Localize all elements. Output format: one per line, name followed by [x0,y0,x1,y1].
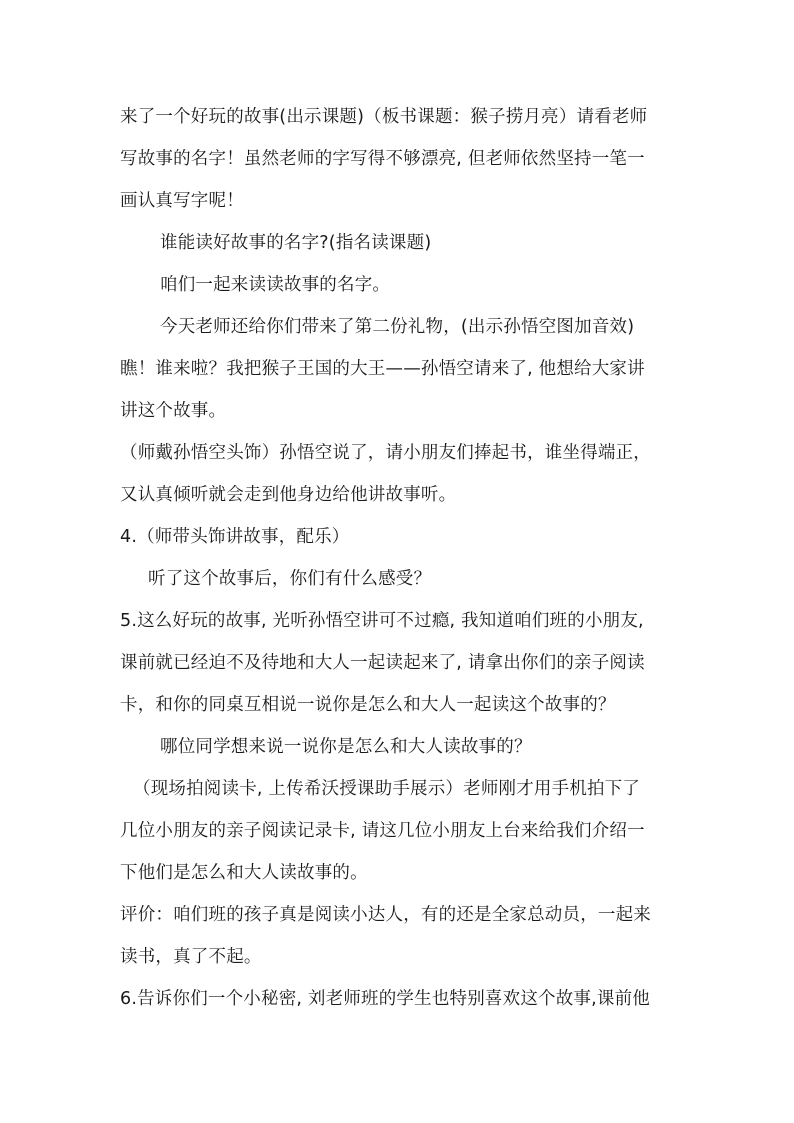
paragraph-line-19: 下他们是怎么和大人读故事的。 [120,863,368,883]
paragraph-line-4: 谁能读好故事的名字?(指名读课题) [160,233,432,253]
paragraph-line-10: 又认真倾听就会走到他身边给他讲故事听。 [120,485,457,505]
paragraph-line-1: 来了一个好玩的故事(出示课题)（板书课题：猴子捞月亮）请看老师 [120,107,648,127]
paragraph-line-18: 几位小朋友的亲子阅读记录卡, 请这几位小朋友上台来给我们介绍一 [120,821,645,841]
paragraph-line-8: 讲这个故事。 [120,401,227,421]
paragraph-line-14: 课前就已经迫不及待地和大人一起读起来了, 请拿出你们的亲子阅读 [120,653,645,673]
paragraph-line-9: （师戴孙悟空头饰）孙悟空说了，请小朋友们捧起书，谁坐得端正， [120,443,651,463]
paragraph-line-3: 画认真写字呢！ [120,191,244,211]
paragraph-line-17: （现场拍阅读卡, 上传希沃授课助手展示）老师刚才用手机拍下了 [133,779,641,799]
paragraph-line-6: 今天老师还给你们带来了第二份礼物，(出示孙悟空图加音效) [160,317,635,337]
paragraph-line-22: 6.告诉你们一个小秘密, 刘老师班的学生也特别喜欢这个故事,课前他 [120,989,650,1009]
paragraph-line-11: 4.（师带头饰讲故事，配乐） [120,527,350,547]
paragraph-line-5: 咱们一起来读读故事的名字。 [160,275,391,295]
paragraph-line-15: 卡，和你的同桌互相说一说你是怎么和大人一起读这个故事的？ [120,695,616,715]
paragraph-line-12: 听了这个故事后，你们有什么感受？ [148,569,432,589]
paragraph-line-20: 评价：咱们班的孩子真是阅读小达人，有的还是全家总动员，一起来 [120,905,651,925]
paragraph-line-2: 写故事的名字！虽然老师的字写得不够漂亮, 但老师依然坚持一笔一 [120,149,645,169]
paragraph-line-7: 瞧！谁来啦？我把猴子王国的大王——孙悟空请来了, 他想给大家讲 [120,359,645,379]
paragraph-line-16: 哪位同学想来说一说你是怎么和大人读故事的？ [160,737,532,757]
paragraph-line-21: 读书，真了不起。 [120,947,262,967]
paragraph-line-13: 5.这么好玩的故事, 光听孙悟空讲可不过瘾, 我知道咱们班的小朋友, [120,611,644,631]
